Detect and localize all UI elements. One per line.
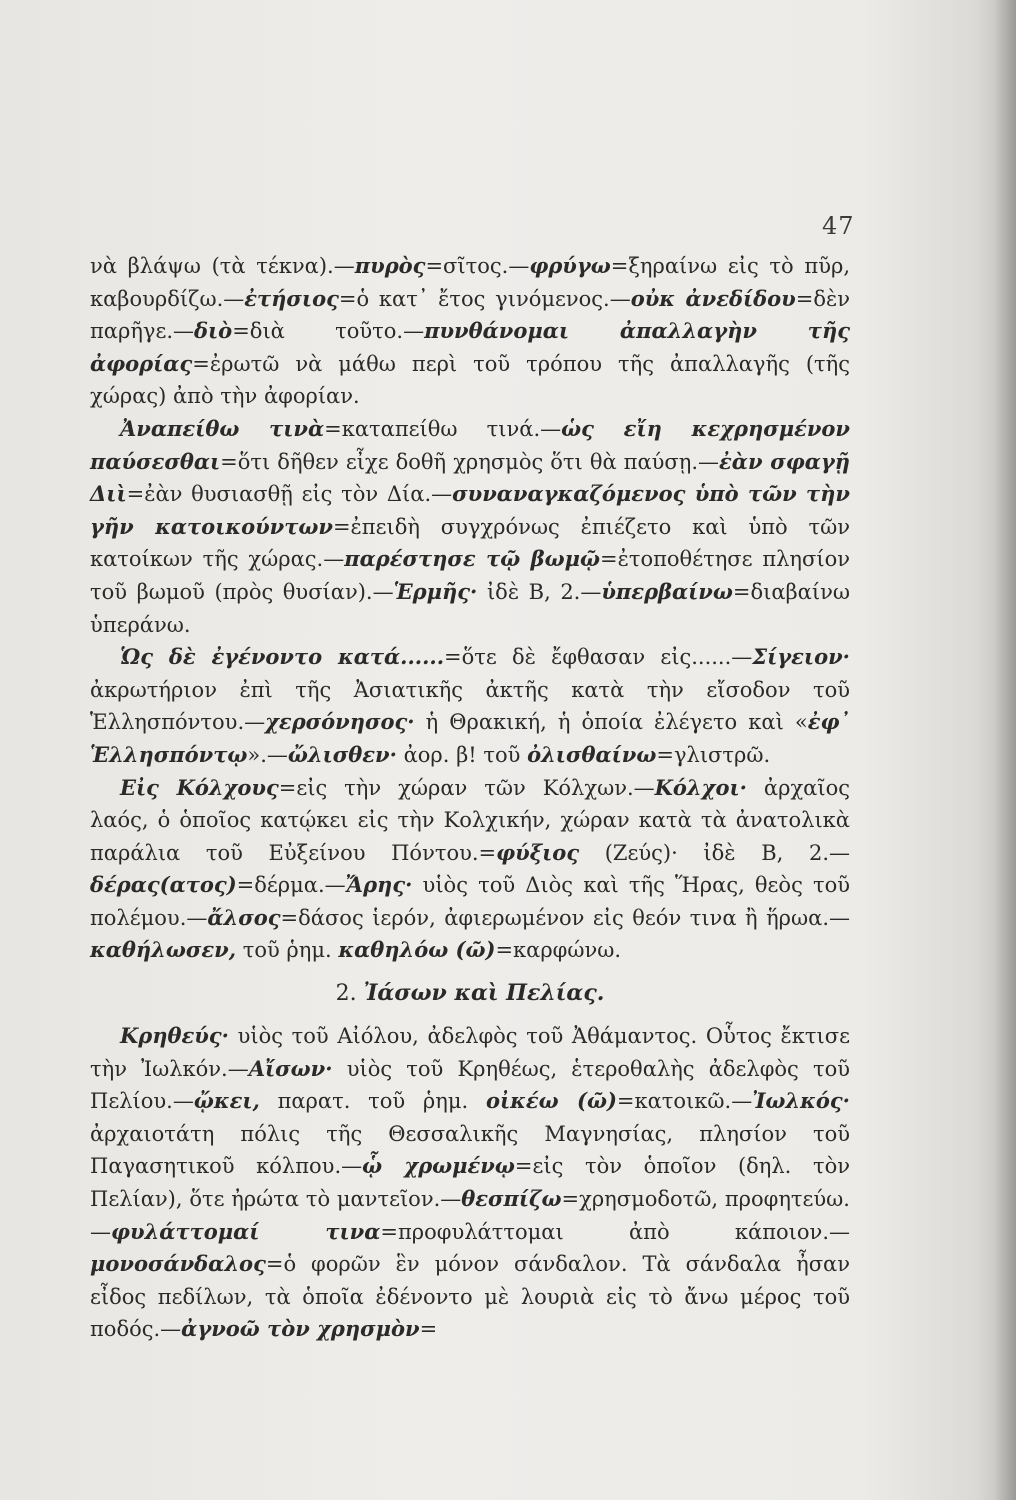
glossary-term: Κρηθεύς· — [120, 1023, 229, 1048]
glossary-term: ὡς εἴη κεχρησμένον παύσεσθαι — [90, 415, 850, 474]
glossary-definition-text: =σῖτος.— — [425, 254, 530, 278]
glossary-term: ἀγνοῶ τὸν χρησμὸν — [181, 1316, 420, 1342]
glossary-term: ὀλισθαίνω — [527, 741, 657, 767]
glossary-term: ᾤκει, — [193, 1088, 260, 1114]
section-number: 2. — [335, 981, 357, 1006]
glossary-definition-text: ἀορ. β! τοῦ — [396, 742, 528, 767]
glossary-definition-text: =ὅτε δὲ ἔφθασαν εἰς......— — [444, 645, 753, 670]
glossary-definition-text: ».— — [247, 742, 288, 767]
glossary-definition-text: =χρησμοδοτῶ, προφητεύω.— — [90, 1186, 850, 1244]
glossary-paragraph — [90, 641, 850, 771]
glossary-definition-text: =κατοικῶ.— — [616, 1089, 753, 1114]
glossary-term: πυρὸς — [354, 253, 426, 278]
glossary-term: μονοσάνδαλος — [90, 1251, 266, 1277]
glossary-term: ἐὰν σφαγῇ Διὶ — [90, 448, 850, 507]
glossary-term: ἐφ᾽ Ἑλλησπόντῳ — [90, 709, 850, 767]
glossary-term: Εἰς Κόλχους — [120, 774, 279, 800]
glossary-definition-text: =διαβαίνω ὑπεράνω. — [90, 579, 850, 637]
glossary-definition-text: υἱὸς τοῦ Αἰόλου, ἀδελφὸς τοῦ Ἀθάμαντος. Οὗτος ἔκτισε τὴν Ἰωλκόν.— — [90, 1024, 850, 1081]
page-edge-shadow — [994, 0, 1016, 1500]
glossary-term: φυλάττομαί τινα — [111, 1218, 381, 1244]
glossary-definition-text: ἡ Θρακική, ἡ ὁποία ἐλέγετο καὶ « — [414, 710, 808, 735]
glossary-term: ᾧ χρωμένῳ — [362, 1153, 515, 1179]
glossary-term: καθήλωσεν, — [90, 937, 237, 963]
glossary-term: ὑπερβαίνω — [601, 578, 733, 604]
glossary-paragraph — [90, 772, 850, 968]
glossary-definition-text: (Ζεύς)· ἰδὲ B, 2.— — [579, 840, 850, 865]
glossary-definition-text: τοῦ ῥημ. — [236, 938, 339, 963]
glossary-definition-text: =ἐὰν θυσιασθῇ εἰς τὸν Δία.— — [126, 482, 453, 507]
glossary-term: ἐτήσιος — [244, 285, 339, 311]
glossary-text-block-2 — [90, 1020, 850, 1346]
glossary-term: δέρας(ατος) — [90, 872, 237, 898]
glossary-term: Κόλχοι· — [654, 774, 747, 800]
glossary-term: ὤλισθεν· — [287, 741, 397, 767]
glossary-paragraph — [90, 250, 850, 413]
glossary-term: χερσόνησος· — [265, 709, 415, 735]
glossary-term: Ὡς δὲ ἐγένοντο κατά...... — [120, 644, 445, 670]
glossary-term: Ἀναπείθω τινὰ — [120, 415, 325, 441]
glossary-term: Σίγειον· — [752, 644, 850, 670]
glossary-paragraph — [90, 1020, 850, 1346]
glossary-definition-text: =ἐπειδὴ συγχρόνως ἐπιέζετο καὶ ὑπὸ τῶν κατοίκων τῆς χώρας.— — [90, 514, 850, 572]
glossary-term: καθηλόω (ῶ) — [338, 937, 496, 963]
page-number: 47 — [822, 212, 855, 240]
glossary-definition-text: =δὲν παρῆγε.— — [90, 286, 850, 344]
glossary-term: Ἄρης· — [345, 872, 413, 898]
glossary-term: πυνθάνομαι ἀπαλλαγὴν τῆς ἀφορίας — [90, 318, 850, 376]
glossary-definition-text: =εἰς τὴν χώραν τῶν Κόλχων.— — [278, 775, 655, 800]
glossary-definition-text: =δέρμα.— — [236, 873, 346, 898]
glossary-term: συναναγκαζόμενος ὑπὸ τῶν τὴν γῆν κατοικούντων — [90, 481, 850, 539]
glossary-term: θεσπίζω — [461, 1185, 562, 1211]
glossary-term: Ἑρμῆς· — [393, 578, 478, 604]
glossary-definition-text: =προφυλάττομαι ἀπὸ κάποιον.— — [380, 1219, 850, 1244]
glossary-definition-text: =καρφώνω. — [495, 938, 622, 963]
glossary-definition-text: υἱὸς τοῦ Κρηθέως, ἑτεροθαλὴς ἀδελφὸς τοῦ Πελίου.— — [90, 1056, 851, 1114]
glossary-definition-text: =καταπείθω τινά.— — [324, 416, 562, 441]
section-heading — [90, 980, 850, 1006]
glossary-text-block-1 — [90, 250, 850, 967]
glossary-paragraph — [90, 413, 850, 641]
glossary-definition-text: νὰ βλάψω (τὰ τέκνα).— — [90, 254, 355, 278]
glossary-definition-text: = — [419, 1317, 438, 1342]
glossary-definition-text: =ὁ κατ᾽ ἔτος γινόμενος.— — [338, 286, 631, 311]
glossary-term: διὸ — [194, 318, 233, 344]
glossary-definition-text: =εἰς τὸν ὁποῖον (δηλ. τὸν Πελίαν), ὅτε ἠρώτα τὸ μαντεῖον.— — [90, 1154, 850, 1211]
glossary-definition-text: =δάσος ἱερόν, ἀφιερωμένον εἰς θεόν τινα ἢ ἥρωα.— — [280, 905, 850, 930]
glossary-definition-text: =ξηραίνω εἰς τὸ πῦρ, καβουρδίζω.— — [90, 254, 850, 311]
glossary-definition-text: ἀρχαιοτάτη πόλις τῆς Θεσσαλικῆς Μαγνησίας, πλησίον τοῦ Παγασητικοῦ κόλπου.— — [90, 1121, 850, 1179]
glossary-term: φρύγω — [529, 253, 611, 278]
glossary-definition-text: =γλιστρῶ. — [656, 742, 771, 767]
glossary-definition-text: ἀκρωτήριον ἐπὶ τῆς Ἀσιατικῆς ἀκτῆς κατὰ τὴν εἴσοδον τοῦ Ἑλλησπόντου.— — [90, 677, 850, 735]
glossary-term: Αἴσων· — [248, 1055, 333, 1081]
glossary-definition-text: υἱὸς τοῦ Διὸς καὶ τῆς Ἥρας, θεὸς τοῦ πολέμου.— — [90, 873, 850, 930]
glossary-definition-text: ἰδὲ B, 2.— — [477, 579, 602, 604]
glossary-definition-text: =ὅτι δῆθεν εἶχε δοθῆ χρησμὸς ὅτι θὰ παύσῃ.— — [220, 449, 720, 474]
glossary-term: παρέστησε τῷ βωμῷ — [344, 546, 600, 572]
glossary-term: Ἰωλκός· — [752, 1088, 850, 1114]
section-title: Ἰάσων καὶ Πελίας. — [363, 980, 605, 1006]
glossary-definition-text: παρατ. τοῦ ῥημ. — [259, 1089, 486, 1114]
glossary-term: φύξιος — [496, 839, 580, 865]
glossary-term: ἄλσος — [207, 904, 281, 930]
glossary-definition-text: =ἐρωτῶ νὰ μάθω περὶ τοῦ τρόπου τῆς ἀπαλλαγῆς (τῆς χώρας) ἀπὸ τὴν ἀφορίαν. — [90, 351, 850, 409]
glossary-definition-text: =ἐτοποθέτησε πλησίον τοῦ βωμοῦ (πρὸς θυσίαν).— — [90, 547, 850, 604]
glossary-definition-text: =διὰ τοῦτο.— — [232, 319, 425, 344]
glossary-definition-text: ἀρχαῖος λαός, ὁ ὁποῖος κατῴκει εἰς τὴν Κολχικήν, χώραν κατὰ τὰ ἀνατολικὰ παράλια τοῦ Εὐξείνου Πόντου.= — [90, 775, 851, 865]
glossary-term: οἰκέω (ῶ) — [485, 1088, 617, 1114]
glossary-term: οὐκ ἀνεδίδου — [630, 285, 796, 311]
glossary-definition-text: =ὁ φορῶν ἓν μόνον σάνδαλον. Τὰ σάνδαλα ἦσαν εἶδος πεδίλων, τὰ ὁποῖα ἐδένοντο μὲ λουριὰ εἰς τὸ ἄνω μέρος τοῦ ποδός.— — [90, 1252, 850, 1342]
